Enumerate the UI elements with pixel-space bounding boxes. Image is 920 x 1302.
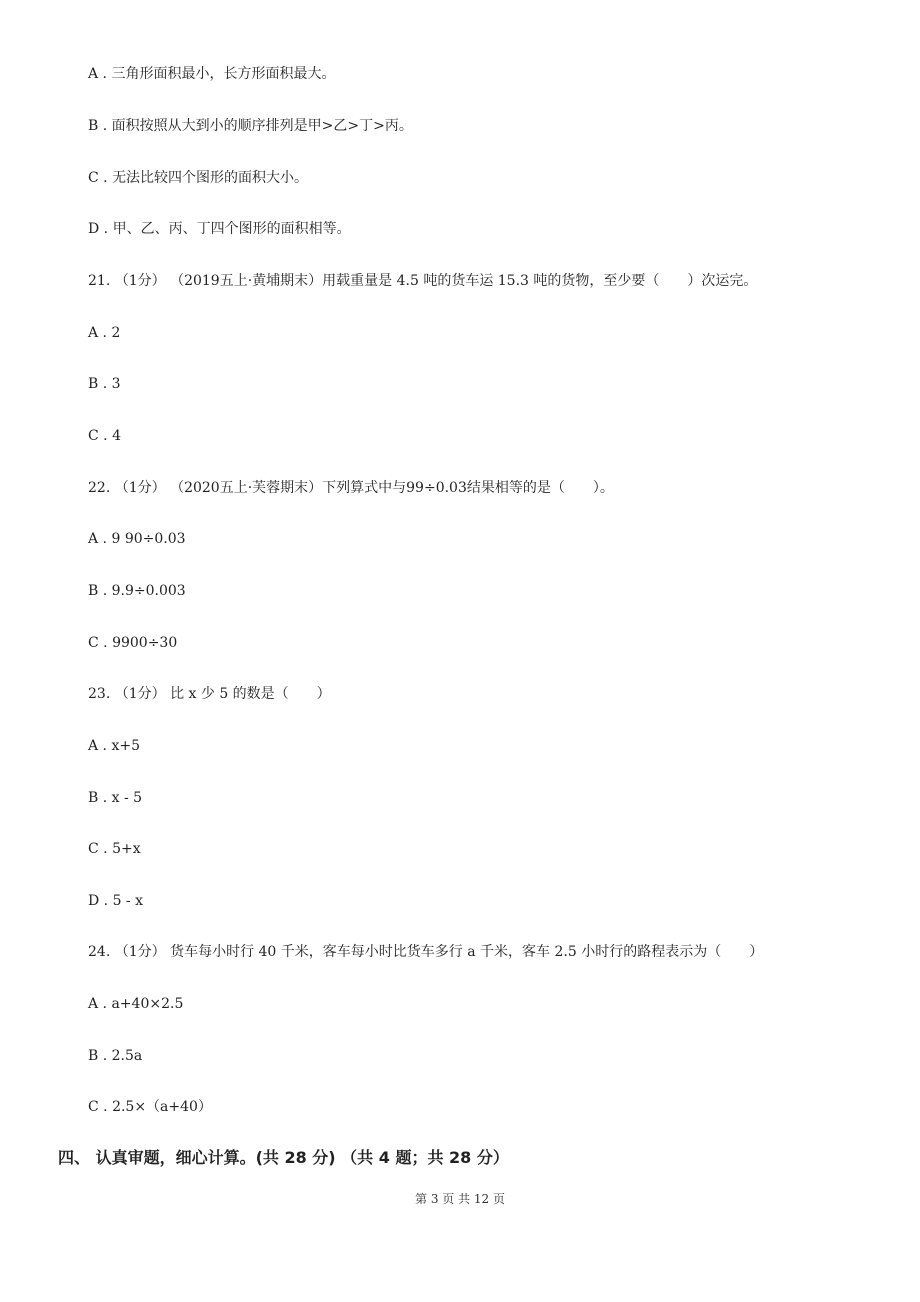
question-22-option-a: A . 9 90÷0.03 (88, 531, 186, 547)
question-24-option-b: B . 2.5a (88, 1048, 143, 1064)
question-22-option-c: C . 9900÷30 (88, 635, 178, 651)
question-24-option-c: C . 2.5×（a+40） (88, 1099, 212, 1115)
question-23-stem: 23. （1分） 比 x 少 5 的数是（ ） (88, 686, 331, 702)
option-a: A . 三角形面积最小，长方形面积最大。 (88, 66, 336, 82)
question-21-stem: 21. （1分） （2019五上·黄埔期末）用载重量是 4.5 吨的货车运 15.3 吨的货物，至少要（ ）次运完。 (88, 273, 758, 289)
question-23-option-c: C . 5+x (88, 841, 141, 857)
question-23-option-d: D . 5 - x (88, 893, 144, 909)
question-21-option-c: C . 4 (88, 428, 121, 444)
question-24-stem: 24. （1分） 货车每小时行 40 千米，客车每小时比货车多行 a 千米，客车 2.5 小时行的路程表示为（ ） (88, 944, 764, 960)
question-23-option-b: B . x - 5 (88, 790, 143, 806)
question-21-option-a: A . 2 (88, 325, 121, 341)
section-heading: 四、 认真审题，细心计算。(共 28 分) （共 4 题；共 28 分） (58, 1148, 509, 1167)
page-footer: 第 3 页 共 12 页 (415, 1192, 505, 1206)
question-21-option-b: B . 3 (88, 376, 121, 392)
question-22-stem: 22. （1分） （2020五上·芙蓉期末）下列算式中与99÷0.03结果相等的是（ ）。 (88, 480, 614, 496)
option-b: B . 面积按照从大到小的顺序排列是甲>乙>丁>丙。 (88, 118, 413, 134)
option-c: C . 无法比较四个图形的面积大小。 (88, 170, 309, 186)
question-24-option-a: A . a+40×2.5 (88, 996, 184, 1012)
question-23-option-a: A . x+5 (88, 738, 140, 754)
option-d: D . 甲、乙、丙、丁四个图形的面积相等。 (88, 221, 351, 237)
question-22-option-b: B . 9.9÷0.003 (88, 583, 186, 599)
